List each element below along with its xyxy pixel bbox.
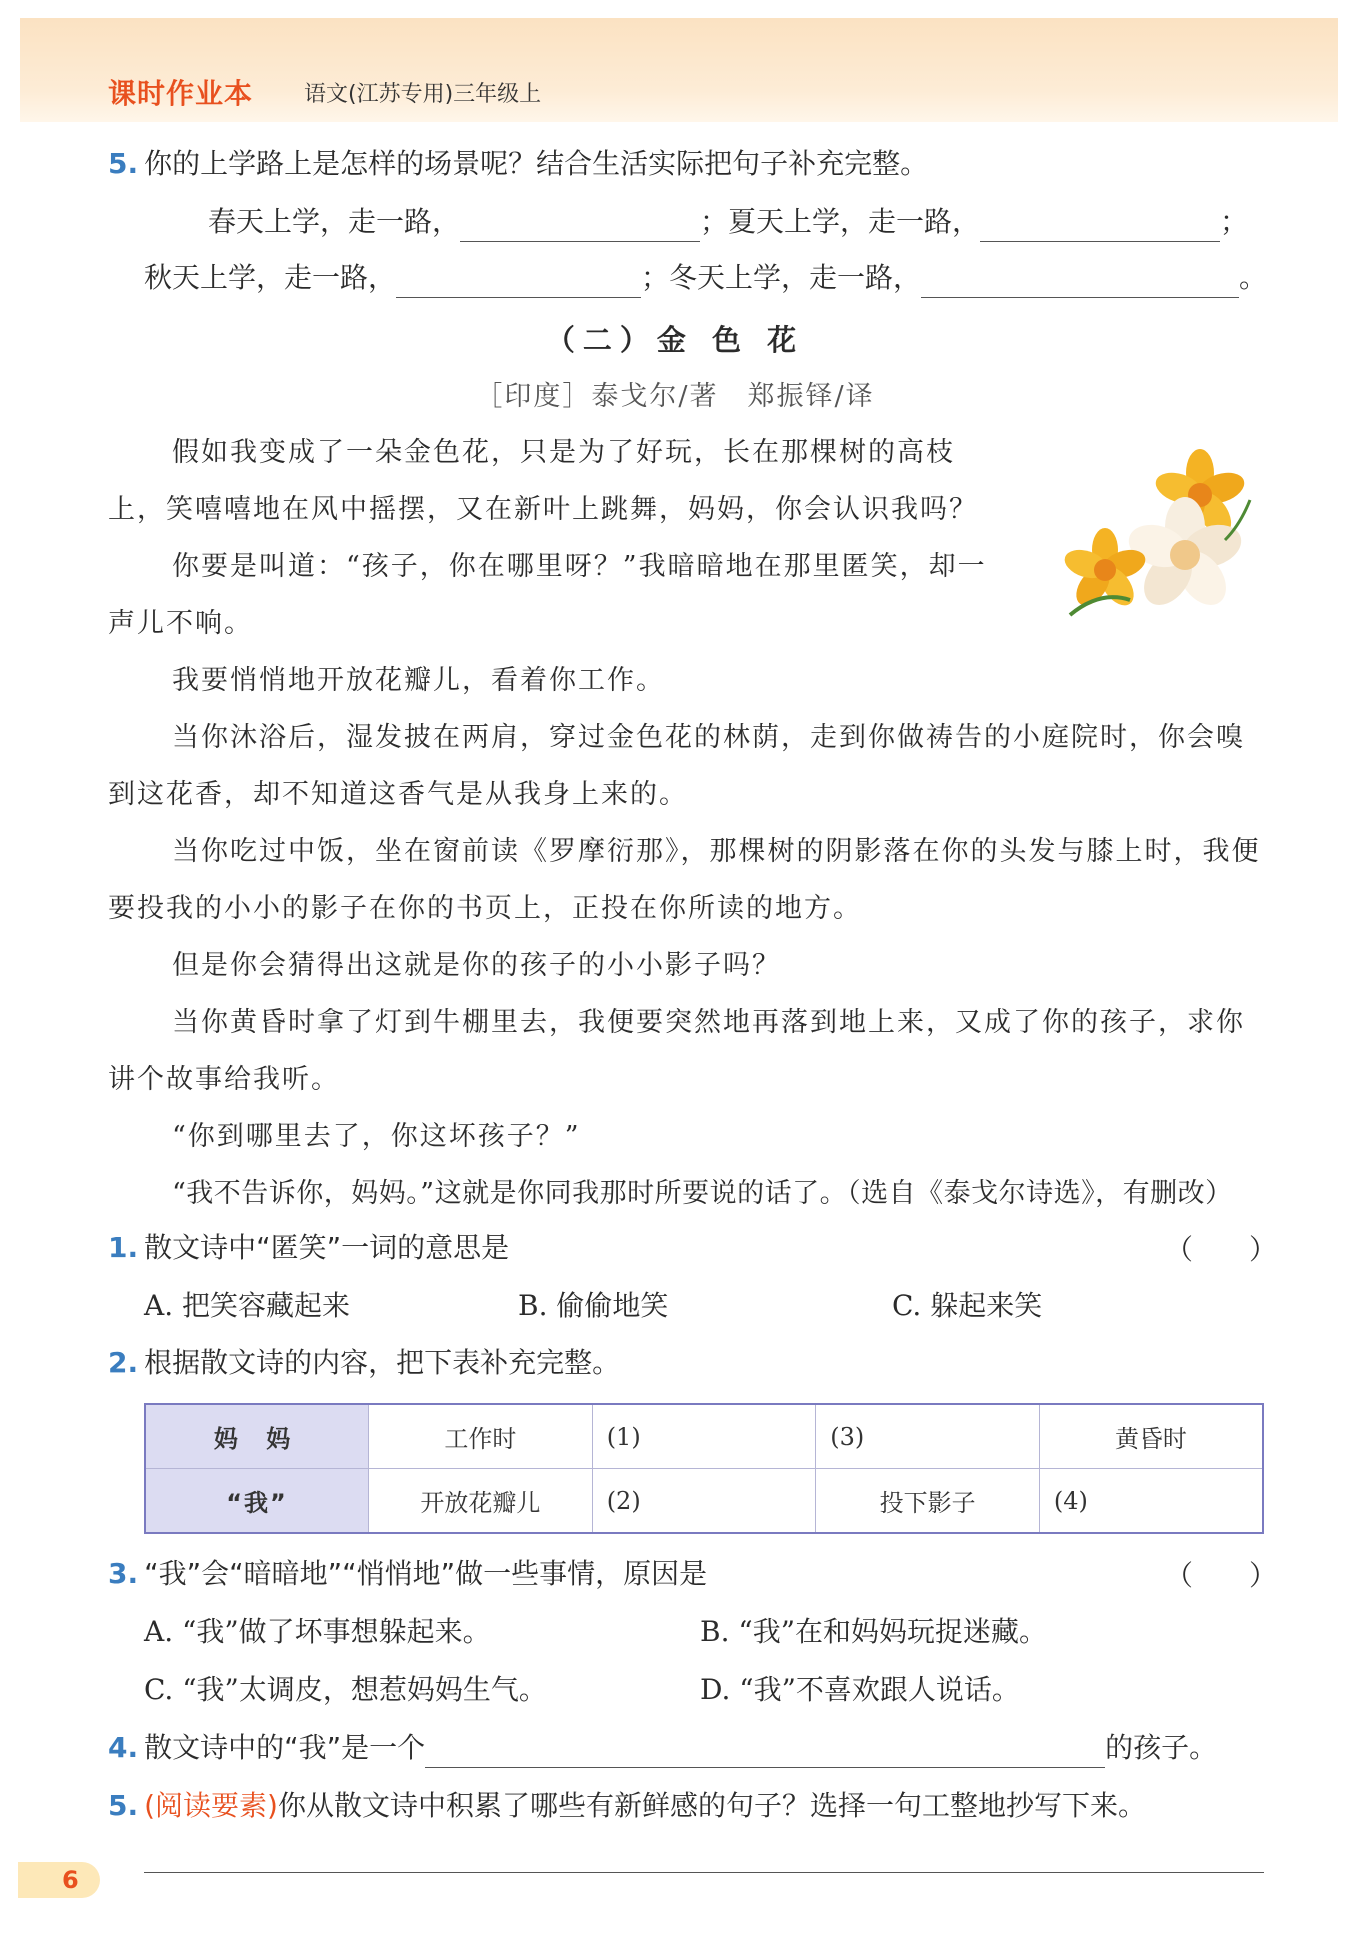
table-answer-cell[interactable]: (3)	[816, 1404, 1040, 1469]
table-cell: 开放花瓣儿	[369, 1469, 593, 1534]
paragraph: 当你黄昏时拿了灯到牛棚里去，我便要突然地再落到地上来，又成了你的孩子，求你讲个故事给我听。	[108, 1007, 1245, 1095]
table-cell: 工作时	[369, 1404, 593, 1469]
table-cell: 黄昏时	[1039, 1404, 1263, 1469]
paragraph: 当你沐浴后，湿发披在两肩，穿过金色花的林荫，走到你做祷告的小庭院时，你会嗅到这花香，却不知道这香气是从我身上来的。	[108, 722, 1245, 810]
brand-title: 课时作业本	[108, 77, 254, 110]
table-cell: 投下影子	[816, 1469, 1040, 1534]
q5-top-line1: 春天上学，走一路， ；夏天上学，走一路， ；	[208, 202, 1248, 242]
answer-blank[interactable]	[425, 1737, 1105, 1768]
q5-top-prompt: 5. 你的上学路上是怎样的场景呢？结合生活实际把句子补充完整。	[108, 147, 929, 180]
q3-option-c[interactable]: C. “我”太调皮，想惹妈妈生气。	[144, 1673, 547, 1706]
paragraph: 当你吃过中饭，坐在窗前读《罗摩衍那》，那棵树的阴影落在你的头发与膝上时，我便要投我的小小的影子在你的书页上，正投在你所读的地方。	[108, 836, 1261, 924]
answer-line[interactable]	[144, 1872, 1264, 1873]
fill-table	[144, 1403, 1264, 1534]
table-row	[145, 1404, 1263, 1469]
q3-prompt: 3. “我”会“暗暗地”“悄悄地”做一些事情，原因是	[108, 1557, 708, 1590]
question-number: 5.	[108, 147, 139, 180]
q1-option-a[interactable]: A. 把笑容藏起来	[144, 1289, 351, 1322]
q1-option-b[interactable]: B. 偷偷地笑	[518, 1289, 669, 1322]
paragraph: 假如我变成了一朵金色花，只是为了好玩，长在那棵树的高枝	[172, 437, 955, 468]
answer-blank[interactable]	[460, 211, 700, 242]
q1-prompt: 1. 散文诗中“匿笑”一词的意思是	[108, 1231, 510, 1264]
q3-option-d[interactable]: D. “我”不喜欢跟人说话。	[700, 1673, 1020, 1706]
answer-blank[interactable]	[921, 267, 1239, 298]
q4-prompt: 4. 散文诗中的“我”是一个 的孩子。	[108, 1728, 1217, 1768]
q5-top-line2: 秋天上学，走一路， ；冬天上学，走一路， 。	[144, 258, 1267, 298]
passage-author: ［印度］泰戈尔/著 郑振铎/译	[475, 381, 875, 412]
paragraph: 我要悄悄地开放花瓣儿，看着你工作。	[172, 665, 665, 696]
table-answer-cell[interactable]: (1)	[592, 1404, 816, 1469]
paragraph: “你到哪里去了，你这坏孩子？”	[172, 1121, 581, 1152]
table-row	[145, 1469, 1263, 1534]
q1-option-c[interactable]: C. 躲起来笑	[892, 1289, 1043, 1322]
paragraph: 上，笑嘻嘻地在风中摇摆，又在新叶上跳舞，妈妈，你会认识我吗？	[108, 494, 978, 525]
table-answer-cell[interactable]: (2)	[592, 1469, 816, 1534]
table-cell: “我”	[145, 1469, 369, 1534]
paragraph: 但是你会猜得出这就是你的孩子的小小影子吗？	[172, 950, 781, 981]
page-badge	[18, 1862, 100, 1898]
q2-prompt: 2. 根据散文诗的内容，把下表补充完整。	[108, 1346, 621, 1379]
answer-paren[interactable]: （ ）	[1165, 1233, 1278, 1266]
reading-element-tag: (阅读要素)	[144, 1789, 278, 1822]
page-number: 6	[62, 1866, 79, 1894]
passage-body	[108, 424, 1263, 1222]
paragraph: 声儿不响。	[108, 608, 253, 639]
paragraph: “我不告诉你，妈妈。”这就是你同我那时所要说的话了。（选自《泰戈尔诗选》，有删改）	[172, 1178, 1233, 1209]
q5-prompt: 5. (阅读要素)你从散文诗中积累了哪些有新鲜感的句子？选择一句工整地抄写下来。	[108, 1789, 1146, 1822]
passage-title: （二）金 色 花	[545, 323, 805, 357]
answer-blank[interactable]	[980, 211, 1220, 242]
table-cell: 妈 妈	[145, 1404, 369, 1469]
answer-blank[interactable]	[396, 267, 641, 298]
q3-option-b[interactable]: B. “我”在和妈妈玩捉迷藏。	[700, 1615, 1048, 1648]
subject-title: 语文(江苏专用)三年级上	[304, 82, 542, 107]
answer-paren[interactable]: （ ）	[1165, 1559, 1278, 1592]
paragraph: 你要是叫道：“孩子，你在哪里呀？”我暗暗地在那里匿笑，却一	[172, 551, 987, 582]
table-answer-cell[interactable]: (4)	[1039, 1469, 1263, 1534]
q3-option-a[interactable]: A. “我”做了坏事想躲起来。	[144, 1615, 491, 1648]
